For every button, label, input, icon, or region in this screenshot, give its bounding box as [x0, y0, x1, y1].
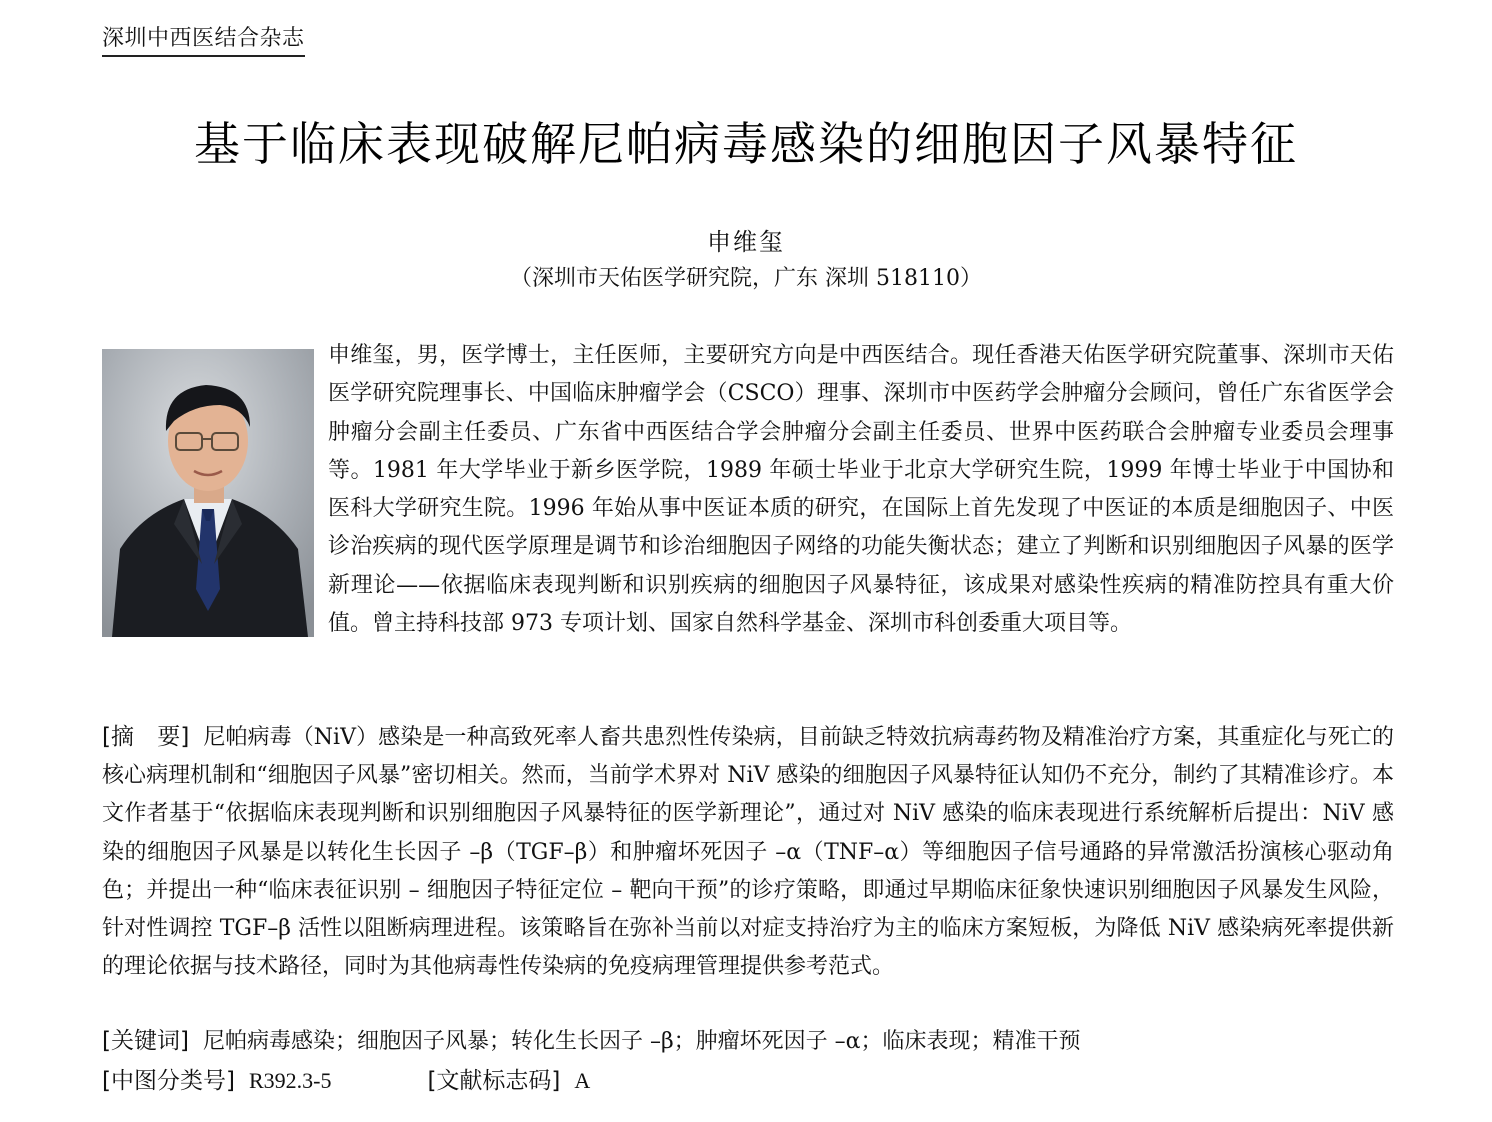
keywords-text: 尼帕病毒感染；细胞因子风暴；转化生长因子 –β；肿瘤坏死因子 –α；临床表现；精准干预 [202, 1029, 1081, 1054]
author-affiliation: （深圳市天佑医学研究院，广东 深圳 518110） [510, 266, 982, 291]
author-portrait [102, 349, 314, 637]
keywords [102, 1022, 1394, 1061]
keywords-label: [关键词] [102, 1028, 189, 1054]
abstract [102, 718, 1394, 986]
abstract-label: [摘 要] [102, 724, 190, 750]
clc-value: R392.3-5 [248, 1068, 332, 1093]
author-bio [102, 337, 1394, 643]
author-name: 申维玺 [707, 228, 785, 256]
doc-code-label: [文献标志码] [427, 1068, 561, 1094]
classification [102, 1062, 1394, 1101]
clc-label: [中图分类号] [102, 1068, 235, 1094]
doc-code-value: A [574, 1068, 591, 1093]
bio-text: 申维玺，男，医学博士，主任医师，主要研究方向是中西医结合。现任香港天佑医学研究院董事、深圳市天佑医学研究院理事长、中国临床肿瘤学会（CSCO）理事、深圳市中医药学会肿瘤分会顾问，曾任广东省医学会肿瘤分会副主任委员、广东省中西医结合学会肿瘤分会副主任委员、世界中医药联合会肿瘤专业委员会理事等。1981 年大学毕业于新乡医学院，1989 年硕士毕业于北京大学研究生院，1999 年博士毕业于中国协和医科大学研究生院。1996 年始从事中医证本质的研究，在国际上首先发现了中医证的本质是细胞因子、中医诊治疾病的现代医学原理是调节和诊治细胞因子网络的功能失衡状态；建立了判断和识别细胞因子风暴的医学新理论——依据临床表现判断和识别疾病的细胞因子风暴特征，该成果对感染性疾病的精准防控具有重大价值。曾主持科技部 973 专项计划、国家自然科学基金、深圳市科创委重大项目等。 [328, 343, 1394, 637]
abstract-text: 尼帕病毒（NiV）感染是一种高致死率人畜共患烈性传染病，目前缺乏特效抗病毒药物及精准治疗方案，其重症化与死亡的核心病理机制和“细胞因子风暴”密切相关。然而，当前学术界对 NiV 感染的细胞因子风暴特征认知仍不充分，制约了其精准诊疗。本文作者基于“依据临床表现判断和识别细胞因子风暴特征的医学新理论”，通过对 NiV 感染的临床表现进行系统解析后提出：NiV 感染的细胞因子风暴是以转化生长因子 –β（TGF–β）和肿瘤坏死因子 –α（TNF–α）等细胞因子信号通路的异常激活扮演核心驱动角色；并提出一种“临床表征识别 – 细胞因子特征定位 – 靶向干预”的诊疗策略，即通过早期临床征象快速识别细胞因子风暴发生风险，针对性调控 TGF–β 活性以阻断病理进程。该策略旨在弥补当前以对症支持治疗为主的临床方案短板，为降低 NiV 感染病死率提供新的理论依据与技术路径，同时为其他病毒性传染病的免疫病理管理提供参考范式。 [102, 725, 1394, 980]
article-title: 基于临床表现破解尼帕病毒感染的细胞因子风暴特征 [194, 117, 1298, 171]
portrait-illustration [102, 349, 314, 637]
journal-name: 深圳中西医结合杂志 [102, 24, 305, 57]
